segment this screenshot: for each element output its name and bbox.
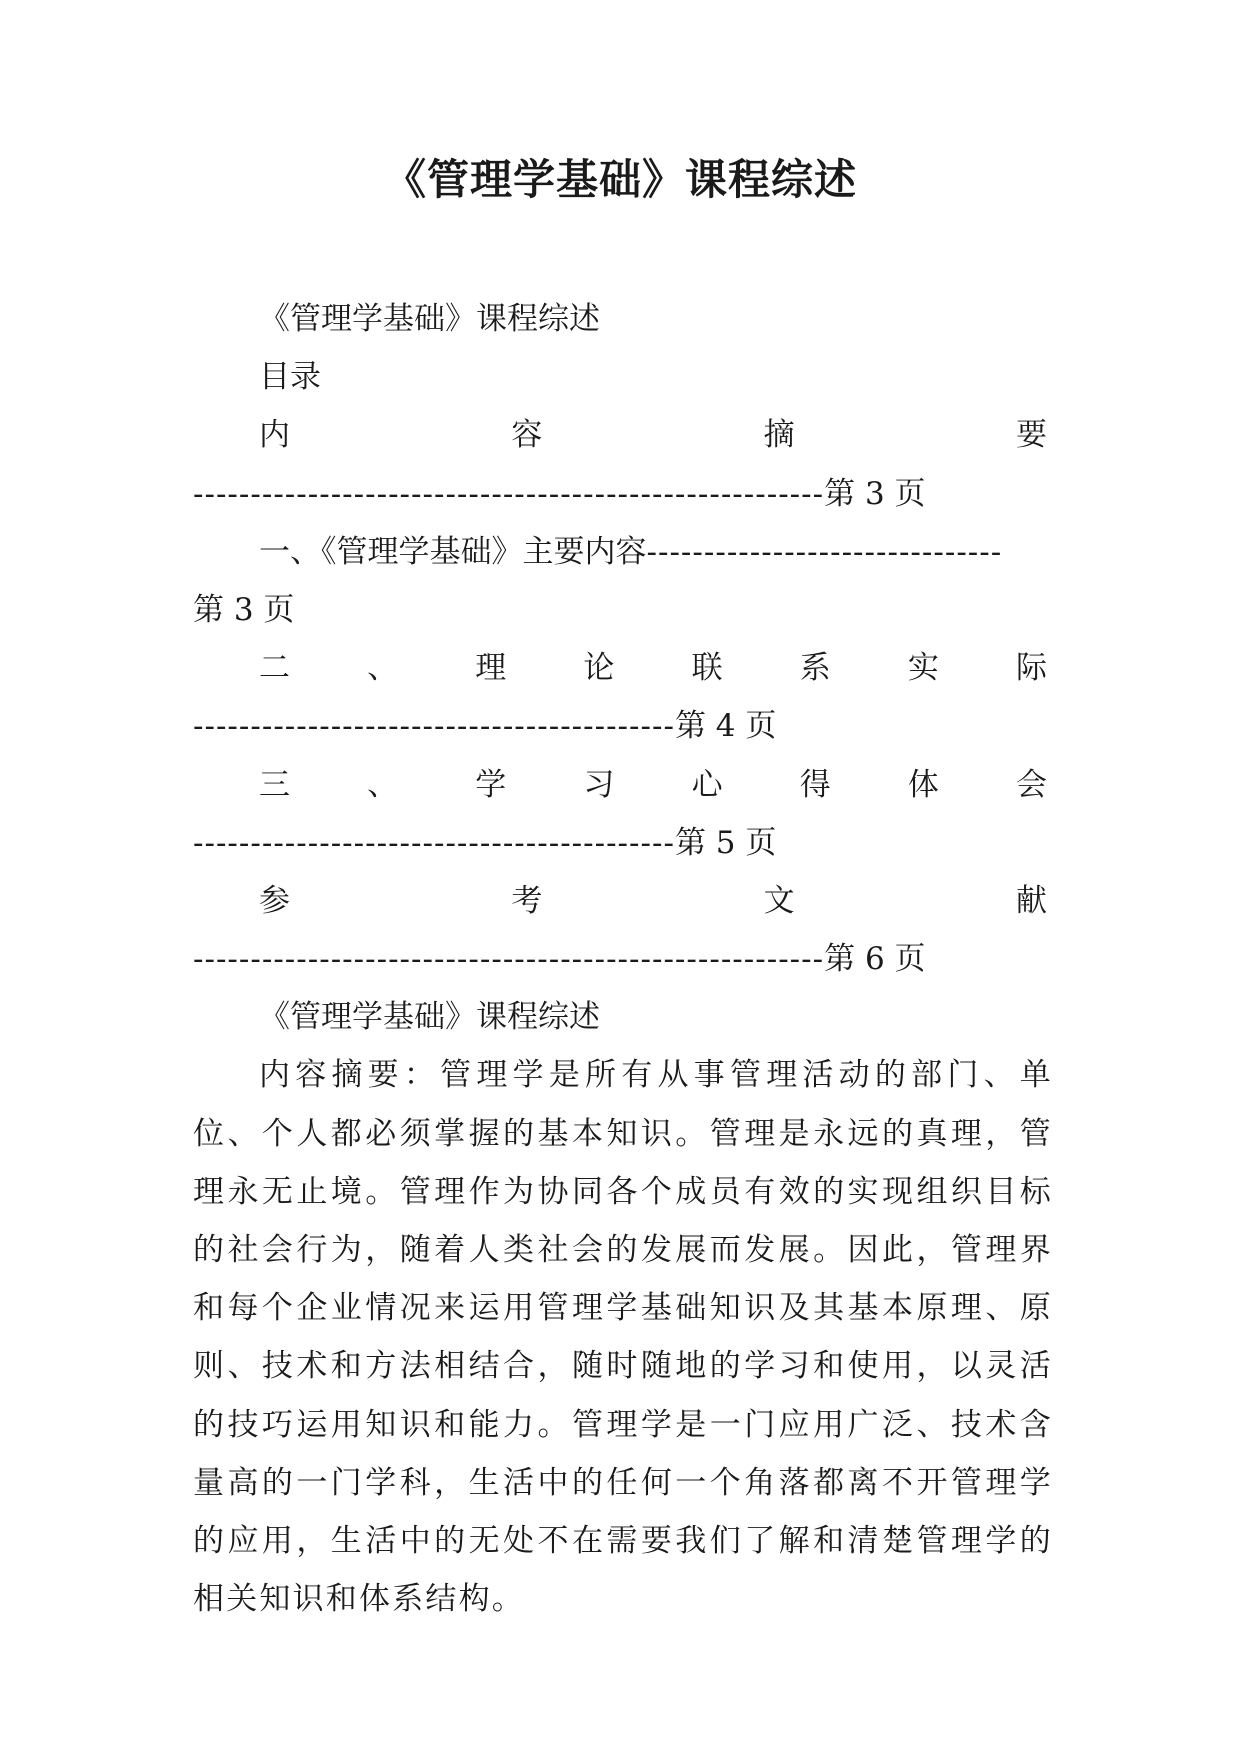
section-title: 《管理学基础》课程综述 (259, 999, 600, 1036)
toc-char: 得 (799, 766, 831, 803)
document-body (193, 290, 1053, 1628)
toc-char: 献 (1015, 882, 1047, 919)
toc-entry-experience[interactable] (193, 756, 1053, 814)
toc-entry-practice[interactable] (193, 639, 1053, 697)
toc-char: 、 (367, 766, 399, 803)
toc-char: 考 (511, 882, 543, 919)
toc-char: 实 (907, 650, 939, 687)
subtitle: 《管理学基础》课程综述 (259, 301, 600, 337)
toc-char: 容 (511, 417, 543, 454)
toc-leader-line (193, 465, 1053, 523)
toc-page-line (193, 581, 1053, 639)
page-title: 《管理学基础》课程综述 (383, 155, 857, 204)
toc-leader: ------------------------------------------ (193, 708, 675, 745)
toc-entry-references[interactable] (193, 872, 1053, 930)
toc-leader-line (193, 814, 1053, 872)
toc-leader-line (193, 930, 1053, 988)
toc-char: 三 (259, 766, 290, 803)
toc-char: 要 (1015, 417, 1047, 454)
toc-char: 习 (583, 766, 615, 803)
toc-char: 联 (691, 650, 723, 687)
toc-leader-line (193, 697, 1053, 755)
toc-char: 学 (475, 766, 507, 803)
toc-char: 参 (259, 882, 290, 919)
toc-label: 一、《管理学基础》主要内容 (259, 533, 647, 570)
toc-char: 心 (691, 766, 723, 803)
toc-entry-main-content[interactable] (193, 523, 1053, 581)
toc-char: 文 (763, 882, 795, 919)
toc-char: 会 (1015, 766, 1047, 803)
toc-heading: 目录 (259, 359, 321, 396)
toc-leader: ------------------------------------------------------- (193, 941, 825, 978)
toc-char: 二 (259, 650, 290, 687)
toc-leader: ------------------------------- (646, 533, 1003, 570)
abstract-paragraph: 内容摘要：管理学是所有从事管理活动的部门、单位、个人都必须掌握的基本知识。管理是永远的真理，管理永无止境。管理作为协同各个成员有效的实现组织目标的社会行为，随着人类社会的发展而发展。因此，管理界和每个企业情况来运用管理学基础知识及其基本原理、原则、技术和方法相结合，随时随地的学习和使用，以灵活的技巧运用知识和能力。管理学是一门应用广泛、技术含量高的一门学科，生活中的任何一个角落都离不开管理学的应用，生活中的无处不在需要我们了解和清楚管理学的相关知识和体系结构。 (193, 1057, 1053, 1618)
toc-char: 论 (583, 650, 615, 687)
toc-page-number: 第 5 页 (674, 824, 777, 861)
toc-leader: ------------------------------------------ (193, 824, 675, 861)
toc-char: 系 (799, 650, 831, 687)
toc-char: 摘 (763, 417, 795, 454)
toc-entry-abstract[interactable] (193, 406, 1053, 464)
toc-leader: ------------------------------------------------------- (193, 475, 825, 512)
toc-page-number: 第 6 页 (824, 941, 926, 978)
toc-char: 内 (259, 417, 290, 454)
toc-char: 理 (475, 650, 507, 687)
toc-char: 际 (1015, 650, 1047, 687)
toc-char: 体 (907, 766, 939, 803)
toc-char: 、 (367, 650, 399, 687)
toc-page-number: 第 4 页 (674, 708, 777, 745)
toc-page-number: 第 3 页 (193, 591, 295, 628)
toc-page-number: 第 3 页 (824, 475, 926, 512)
